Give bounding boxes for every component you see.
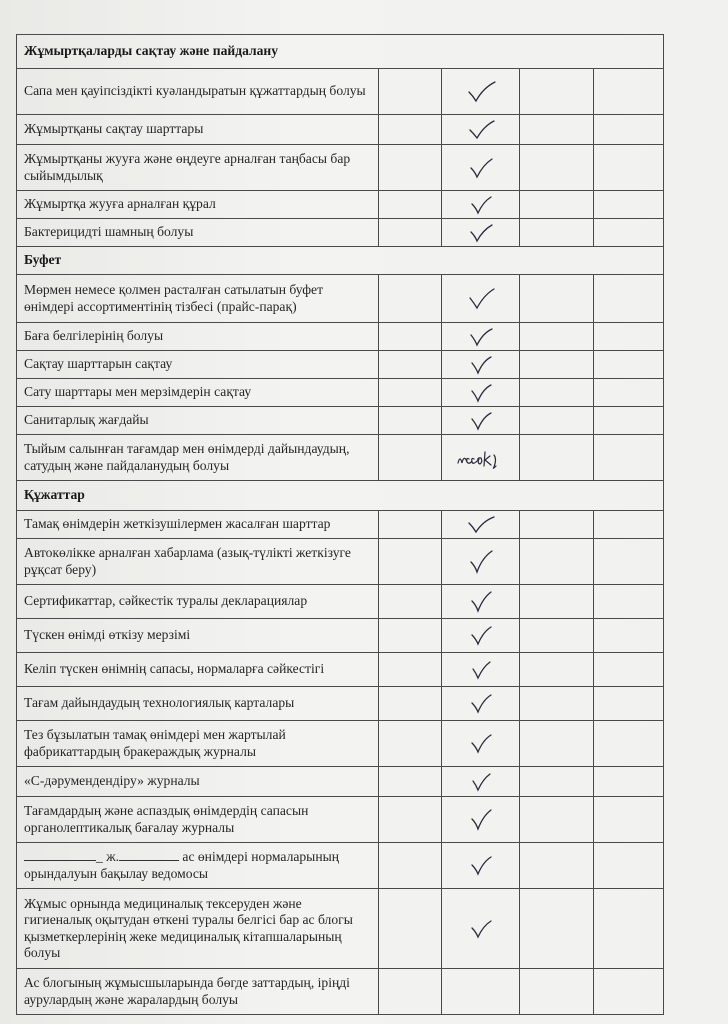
empty-cell [594, 351, 664, 379]
row-label: Сапа мен қауіпсіздікті куәландыратын құжаттардың болуы [17, 69, 379, 115]
mark-cell [442, 539, 520, 585]
empty-cell [379, 115, 442, 145]
empty-cell [520, 653, 594, 687]
row-label: «С-дәрумендендіру» журналы [17, 767, 379, 797]
empty-cell [594, 843, 664, 889]
mark-cell [442, 969, 520, 1015]
empty-cell [594, 721, 664, 767]
empty-cell [520, 843, 594, 889]
checklist-row [17, 969, 664, 1015]
mark-cell [442, 115, 520, 145]
empty-cell [379, 653, 442, 687]
checklist-row [17, 435, 664, 481]
checklist-row [17, 797, 664, 843]
check-icon [468, 659, 494, 681]
mark-cell [442, 191, 520, 219]
mark-cell [442, 721, 520, 767]
empty-cell [520, 115, 594, 145]
row-label: Жұмыртқаны жууға және өңдеуге арналған таңбасы бар сыйымдылық [17, 145, 379, 191]
empty-cell [379, 585, 442, 619]
check-icon [466, 156, 496, 180]
empty-cell [379, 435, 442, 481]
mark-cell [442, 767, 520, 797]
empty-cell [520, 539, 594, 585]
mark-cell [442, 619, 520, 653]
section-header-row [17, 481, 664, 511]
checklist-row [17, 191, 664, 219]
checklist-row [17, 653, 664, 687]
row-label: Жұмыс орнында медициналық тексеруден және гигиеналық оқытудан өткені туралы белгісі бар ас блогы қызметкерлерінің жеке медициналық кітапшаларының болуы [17, 889, 379, 969]
checklist-row [17, 323, 664, 351]
blank-line [119, 860, 179, 861]
empty-cell [594, 115, 664, 145]
empty-cell [379, 323, 442, 351]
row-label: _ ж. ас өнімдері нормаларының орындалуын бақылау ведомосы [17, 843, 379, 889]
check-icon [466, 326, 496, 348]
checklist-row [17, 275, 664, 323]
row-label: Санитарлық жағдайы [17, 407, 379, 435]
row-label: Тыйым салынған тағамдар мен өнімдерді дайындаудың, сатудың және пайдаланудың болуы [17, 435, 379, 481]
empty-cell [379, 767, 442, 797]
empty-cell [379, 219, 442, 247]
mark-cell [442, 145, 520, 191]
check-icon [467, 624, 495, 648]
check-icon [467, 692, 495, 716]
empty-cell [379, 889, 442, 969]
empty-cell [594, 585, 664, 619]
checklist-row [17, 407, 664, 435]
row-label: Жұмыртқаны сақтау шарттары [17, 115, 379, 145]
checklist-row [17, 619, 664, 653]
checklist-row [17, 351, 664, 379]
check-icon [464, 118, 498, 142]
checklist-row [17, 69, 664, 115]
empty-cell [594, 687, 664, 721]
empty-cell [594, 767, 664, 797]
empty-cell [379, 843, 442, 889]
empty-cell [379, 145, 442, 191]
check-icon [467, 410, 495, 432]
mark-cell [442, 889, 520, 969]
mark-cell [442, 585, 520, 619]
empty-cell [520, 619, 594, 653]
empty-cell [520, 969, 594, 1015]
empty-cell [520, 511, 594, 539]
mark-cell [442, 351, 520, 379]
empty-cell [520, 145, 594, 191]
empty-cell [520, 767, 594, 797]
empty-cell [594, 619, 664, 653]
empty-cell [594, 275, 664, 323]
empty-cell [594, 323, 664, 351]
check-icon [467, 354, 495, 376]
empty-cell [520, 435, 594, 481]
mark-cell [442, 653, 520, 687]
empty-cell [520, 687, 594, 721]
empty-cell [520, 323, 594, 351]
empty-cell [520, 219, 594, 247]
row-label: Жұмыртқа жууға арналған құрал [17, 191, 379, 219]
empty-cell [379, 619, 442, 653]
empty-cell [520, 889, 594, 969]
check-icon [464, 286, 498, 312]
checklist-row [17, 767, 664, 797]
mark-cell [442, 687, 520, 721]
empty-cell [520, 69, 594, 115]
row-label-post: ас өнімдері нормаларының орындалуын бақылау ведомосы [24, 849, 339, 881]
checklist-row [17, 843, 664, 889]
mark-cell [442, 323, 520, 351]
row-label: Тез бұзылатын тамақ өнімдері мен жартылай фабрикаттардың бракераждық журналы [17, 721, 379, 767]
checklist-row [17, 687, 664, 721]
check-icon [467, 918, 495, 940]
empty-cell [594, 69, 664, 115]
empty-cell [594, 145, 664, 191]
row-label: Автокөлікке арналған хабарлама (азық-түлікті жеткізуге рұқсат беру) [17, 539, 379, 585]
empty-cell [379, 721, 442, 767]
row-label: Мөрмен немесе қолмен расталған сатылатын буфет өнімдері ассортиментінің тізбесі (прайс-парақ) [17, 275, 379, 323]
mark-cell [442, 797, 520, 843]
checklist-row [17, 145, 664, 191]
empty-cell [594, 539, 664, 585]
empty-cell [379, 191, 442, 219]
empty-cell [594, 379, 664, 407]
handwritten-note-icon [454, 445, 508, 471]
check-icon [467, 382, 495, 404]
empty-cell [379, 797, 442, 843]
row-label: Тамақ өнімдерін жеткізушілермен жасалған шарттар [17, 511, 379, 539]
check-icon [463, 79, 499, 105]
check-icon [464, 514, 498, 536]
mark-cell [442, 435, 520, 481]
checklist-row [17, 219, 664, 247]
empty-cell [379, 275, 442, 323]
check-icon [466, 548, 496, 576]
section-title: Жұмыртқаларды сақтау және пайдалану [17, 35, 664, 69]
checklist-row [17, 115, 664, 145]
empty-cell [379, 407, 442, 435]
row-label: Түскен өнімді өткізу мерзімі [17, 619, 379, 653]
empty-cell [594, 797, 664, 843]
row-label: Сақтау шарттарын сақтау [17, 351, 379, 379]
empty-cell [594, 653, 664, 687]
empty-cell [520, 721, 594, 767]
empty-cell [520, 797, 594, 843]
empty-cell [520, 379, 594, 407]
row-label: Ас блогының жұмысшыларында бөгде заттардың, іріңді аурулардың және жаралардың болуы [17, 969, 379, 1015]
row-label-pre: ж. [106, 849, 119, 865]
check-icon [467, 807, 495, 833]
row-label: Келіп түскен өнімнің сапасы, нормаларға сәйкестігі [17, 653, 379, 687]
empty-cell [594, 969, 664, 1015]
empty-cell [520, 407, 594, 435]
section-title: Құжаттар [17, 481, 664, 511]
empty-cell [520, 191, 594, 219]
empty-cell [594, 191, 664, 219]
empty-cell [520, 585, 594, 619]
mark-cell [442, 69, 520, 115]
check-icon [468, 771, 494, 793]
checklist-row [17, 379, 664, 407]
row-label: Бактерицидті шамның болуы [17, 219, 379, 247]
row-label: Сертификаттар, сәйкестік туралы декларациялар [17, 585, 379, 619]
empty-cell [594, 435, 664, 481]
checklist-row [17, 511, 664, 539]
row-label: Тағам дайындаудың технологиялық карталары [17, 687, 379, 721]
empty-cell [594, 219, 664, 247]
row-label: Сату шарттары мен мерзімдерін сақтау [17, 379, 379, 407]
mark-cell [442, 407, 520, 435]
empty-cell [379, 687, 442, 721]
empty-cell [379, 539, 442, 585]
empty-cell [379, 511, 442, 539]
check-icon [467, 194, 495, 216]
check-icon [467, 854, 495, 878]
empty-cell [594, 889, 664, 969]
check-icon [467, 589, 495, 615]
empty-cell [379, 969, 442, 1015]
empty-cell [379, 379, 442, 407]
check-icon [466, 222, 496, 244]
empty-cell [594, 511, 664, 539]
empty-cell [520, 275, 594, 323]
empty-cell [379, 351, 442, 379]
mark-cell [442, 511, 520, 539]
mark-cell [442, 843, 520, 889]
empty-cell [594, 407, 664, 435]
section-title: Буфет [17, 247, 664, 275]
empty-cell [379, 69, 442, 115]
section-header-row [17, 35, 664, 69]
check-icon [467, 732, 495, 756]
row-label: Тағамдардың және аспаздық өнімдердің сапасын органолептикалық бағалау журналы [17, 797, 379, 843]
checklist-row [17, 585, 664, 619]
mark-cell [442, 379, 520, 407]
mark-cell [442, 275, 520, 323]
inspection-checklist-table [16, 34, 664, 1015]
checklist-row [17, 539, 664, 585]
checklist-row [17, 889, 664, 969]
row-label: Баға белгілерінің болуы [17, 323, 379, 351]
section-header-row [17, 247, 664, 275]
mark-cell [442, 219, 520, 247]
empty-cell [520, 351, 594, 379]
checklist-row [17, 721, 664, 767]
blank-line [24, 860, 96, 861]
